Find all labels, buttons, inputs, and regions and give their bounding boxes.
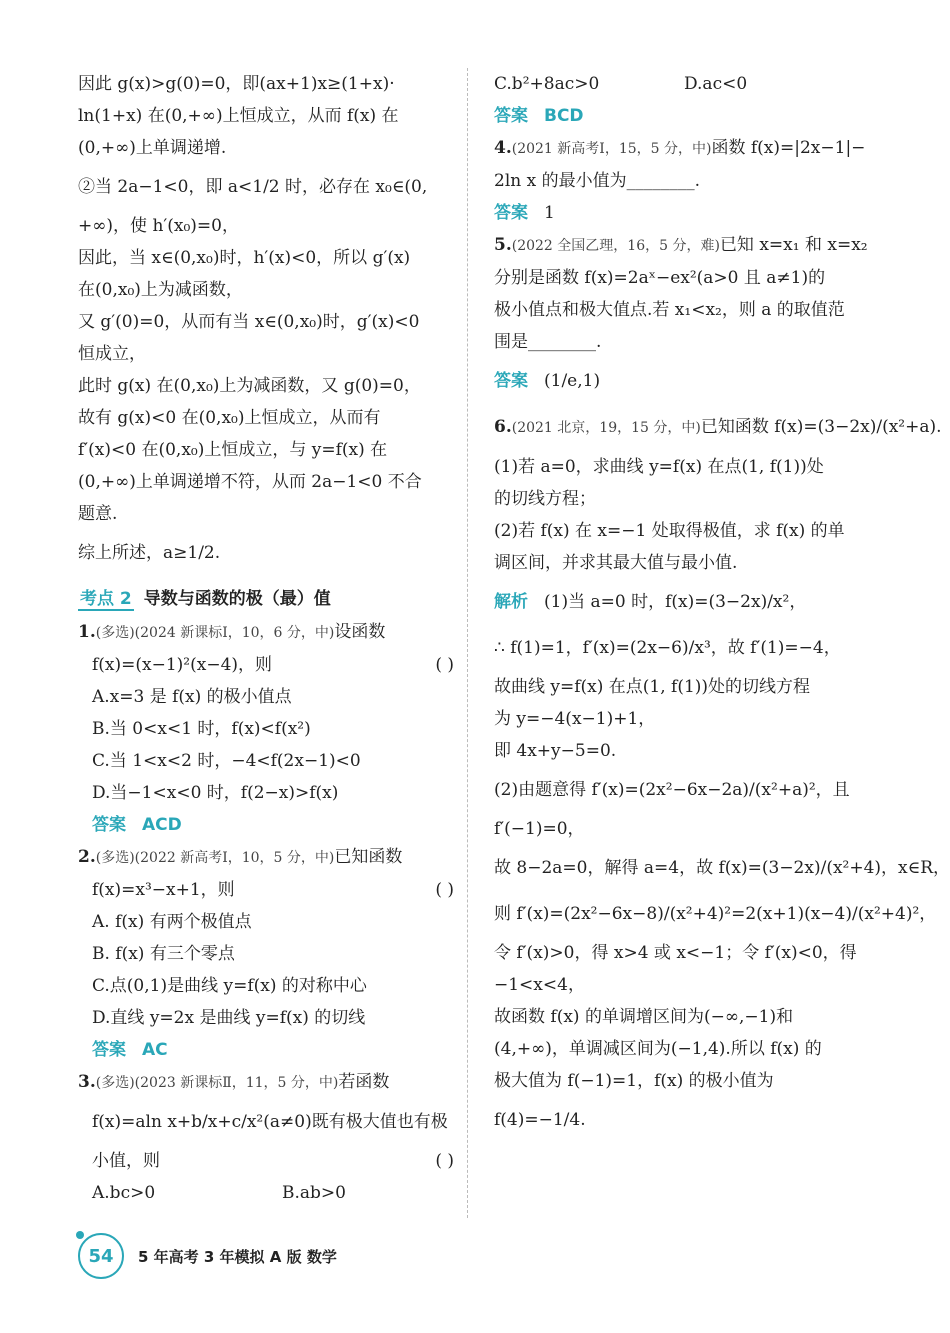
solution-line: 令 f′(x)>0，得 x>4 或 x<−1；令 f′(x)<0，得 <box>494 943 857 963</box>
solution-line: 故函数 f(x) 的单调增区间为(−∞,−1)和 <box>494 1007 794 1027</box>
option: B. f(x) 有三个零点 <box>92 944 235 964</box>
option: A.bc>0 <box>92 1183 156 1203</box>
option: A. f(x) 有两个极值点 <box>92 912 252 932</box>
question-meta: (多选)(2023 新课标Ⅱ，11，5 分，中) <box>95 1075 339 1091</box>
solution-line: −1<x<4， <box>494 975 585 995</box>
question-meta: (2022 全国乙理，16，5 分，难) <box>511 238 720 254</box>
section-title: 导数与函数的极（最）值 <box>143 589 331 609</box>
text-line: 故有 g(x)<0 在(0,x₀)上恒成立，从而有 <box>78 408 381 428</box>
answer-label: 答案 <box>92 1040 126 1060</box>
question-1 <box>78 616 454 841</box>
question-text: 小值，则 <box>92 1151 160 1171</box>
question-text: 围是________. <box>494 332 602 352</box>
question-6 <box>494 404 950 1143</box>
question-text: 调区间，并求其最大值与最小值. <box>494 553 738 573</box>
question-meta: (多选)(2022 新高考Ⅰ，10，5 分，中) <box>95 850 335 866</box>
section-heading <box>78 582 454 616</box>
question-text: f(x)=(x−1)²(x−4)，则 <box>92 655 273 675</box>
question-2 <box>78 841 454 1066</box>
text-line: 恒成立， <box>78 344 146 364</box>
solution-line: 故 8−2a=0，解得 a=4，故 f(x)=(3−2x)/(x²+4)，x∈R， <box>494 858 950 878</box>
solution-line: ∴ f(1)=1，f′(x)=(2x−6)/x³，故 f′(1)=−4， <box>494 638 841 658</box>
option: A.x=3 是 f(x) 的极小值点 <box>92 687 292 707</box>
answer-row <box>78 809 454 841</box>
question-meta: (多选)(2024 新课标Ⅰ，10，6 分，中) <box>95 625 335 641</box>
text-line: 因此，当 x∈(0,x₀)时，h′(x)<0，所以 g′(x) <box>78 248 411 268</box>
question-5 <box>494 229 870 404</box>
question-stem: 已知 x=x₁ 和 x=x₂ <box>719 235 868 255</box>
question-text: f(x)=aln x+b/x+c/x²(a≠0)既有极大值也有极 <box>92 1112 448 1132</box>
text-line: 题意. <box>78 504 118 524</box>
text-line: 因此 g(x)>g(0)=0，即(ax+1)x≥(1+x)· <box>78 74 395 94</box>
text-line: ln(1+x) 在(0,+∞)上恒成立，从而 f(x) 在 <box>78 106 399 126</box>
option: D.直线 y=2x 是曲线 y=f(x) 的切线 <box>92 1008 366 1028</box>
page-footer <box>78 1236 337 1276</box>
text-line: (0,+∞)上单调递增. <box>78 138 227 158</box>
solution-line: f(4)=−1/4. <box>494 1110 586 1130</box>
question-text: (1)若 a=0，求曲线 y=f(x) 在点(1, f(1))处 <box>494 457 824 477</box>
answer-paren: ( ) <box>435 1151 454 1171</box>
text-line: 在(0,x₀)上为减函数， <box>78 280 243 300</box>
option: B.当 0<x<1 时，f(x)<f(x²) <box>92 719 311 739</box>
solution-line: 即 4x+y−5=0. <box>494 741 617 761</box>
question-text: 的切线方程； <box>494 489 596 509</box>
page-number: 54 <box>78 1233 124 1279</box>
question-text: 分别是函数 f(x)=2aˣ−ex²(a>0 且 a≠1)的 <box>494 268 826 288</box>
text-line: 综上所述，a≥1/2. <box>78 543 221 563</box>
answer-row <box>78 1034 454 1066</box>
question-meta: (2021 北京，19，15 分，中) <box>511 420 701 436</box>
right-column <box>494 68 950 1143</box>
question-stem: 已知函数 <box>334 847 403 867</box>
answer-paren: ( ) <box>435 880 454 900</box>
option: D.ac<0 <box>684 74 748 94</box>
question-3-continued <box>494 68 870 132</box>
option: B.ab>0 <box>282 1183 346 1203</box>
question-text: (2)若 f(x) 在 x=−1 处取得极值，求 f(x) 的单 <box>494 521 845 541</box>
option: C.b²+8ac>0 <box>494 74 600 94</box>
answer-value: BCD <box>544 106 584 126</box>
question-number: 6. <box>494 417 512 437</box>
option: C.当 1<x<2 时，−4<f(2x−1)<0 <box>92 751 361 771</box>
option: C.点(0,1)是曲线 y=f(x) 的对称中心 <box>92 976 367 996</box>
text-line: f′(x)<0 在(0,x₀)上恒成立，与 y=f(x) 在 <box>78 440 388 460</box>
question-4 <box>494 132 870 229</box>
solution-line: f′(−1)=0， <box>494 819 585 839</box>
answer-label: 答案 <box>494 203 528 223</box>
question-meta: (2021 新高考Ⅰ，15，5 分，中) <box>511 141 712 157</box>
text-line: ②当 2a−1<0，即 a<1/2 时，必存在 x₀∈(0, <box>78 177 428 197</box>
answer-value: 1 <box>544 203 555 223</box>
question-number: 2. <box>78 847 96 867</box>
answer-label: 答案 <box>92 815 126 835</box>
question-number: 3. <box>78 1072 96 1092</box>
solution-line: (4,+∞)，单调减区间为(−1,4).所以 f(x) 的 <box>494 1039 822 1059</box>
solution-line: 为 y=−4(x−1)+1， <box>494 709 656 729</box>
answer-row <box>494 100 870 132</box>
question-text: 极小值点和极大值点.若 x₁<x₂，则 a 的取值范 <box>494 300 845 320</box>
text-line: +∞)，使 h′(x₀)=0， <box>78 216 239 236</box>
question-stem: 若函数 <box>338 1072 390 1092</box>
solution-label: 解析 <box>494 592 528 612</box>
answer-label: 答案 <box>494 371 528 391</box>
answer-paren: ( ) <box>435 655 454 675</box>
answer-value: (1/e,1) <box>544 371 601 391</box>
text-line: 又 g′(0)=0，从而有当 x∈(0,x₀)时，g′(x)<0 <box>78 312 420 332</box>
solution-line: 故曲线 y=f(x) 在点(1, f(1))处的切线方程 <box>494 677 811 697</box>
question-number: 1. <box>78 622 96 642</box>
answer-label: 答案 <box>494 106 528 126</box>
answer-row <box>494 358 870 404</box>
text-line: 此时 g(x) 在(0,x₀)上为减函数，又 g(0)=0， <box>78 376 421 396</box>
solution-line: 极大值为 f(−1)=1，f(x) 的极小值为 <box>494 1071 774 1091</box>
section-tag: 考点 2 <box>80 589 132 609</box>
question-stem: 设函数 <box>334 622 386 642</box>
solution-line: (2)由题意得 f′(x)=(2x²−6x−2a)/(x²+a)²，且 <box>494 780 850 800</box>
question-3 <box>78 1066 454 1209</box>
option: D.当−1<x<0 时，f(2−x)>f(x) <box>92 783 339 803</box>
question-number: 4. <box>494 138 512 158</box>
question-text: 2ln x 的最小值为________. <box>494 171 701 191</box>
left-column <box>78 68 454 1209</box>
answer-row <box>494 197 870 229</box>
text-line: (0,+∞)上单调递增不符，从而 2a−1<0 不合 <box>78 472 422 492</box>
answer-value: AC <box>142 1040 168 1060</box>
question-stem: 函数 f(x)=|2x−1|− <box>711 138 866 158</box>
solution-line: (1)当 a=0 时，f(x)=(3−2x)/x²， <box>544 592 807 612</box>
question-number: 5. <box>494 235 512 255</box>
question-text: f(x)=x³−x+1，则 <box>92 880 235 900</box>
book-title: 5 年高考 3 年模拟 A 版 数学 <box>138 1247 337 1266</box>
question-stem: 已知函数 f(x)=(3−2x)/(x²+a). <box>700 417 942 437</box>
solution-line: 则 f′(x)=(2x²−6x−8)/(x²+4)²=2(x+1)(x−4)/(x²+4)²， <box>494 904 937 924</box>
column-divider <box>467 68 468 1218</box>
answer-value: ACD <box>142 815 182 835</box>
